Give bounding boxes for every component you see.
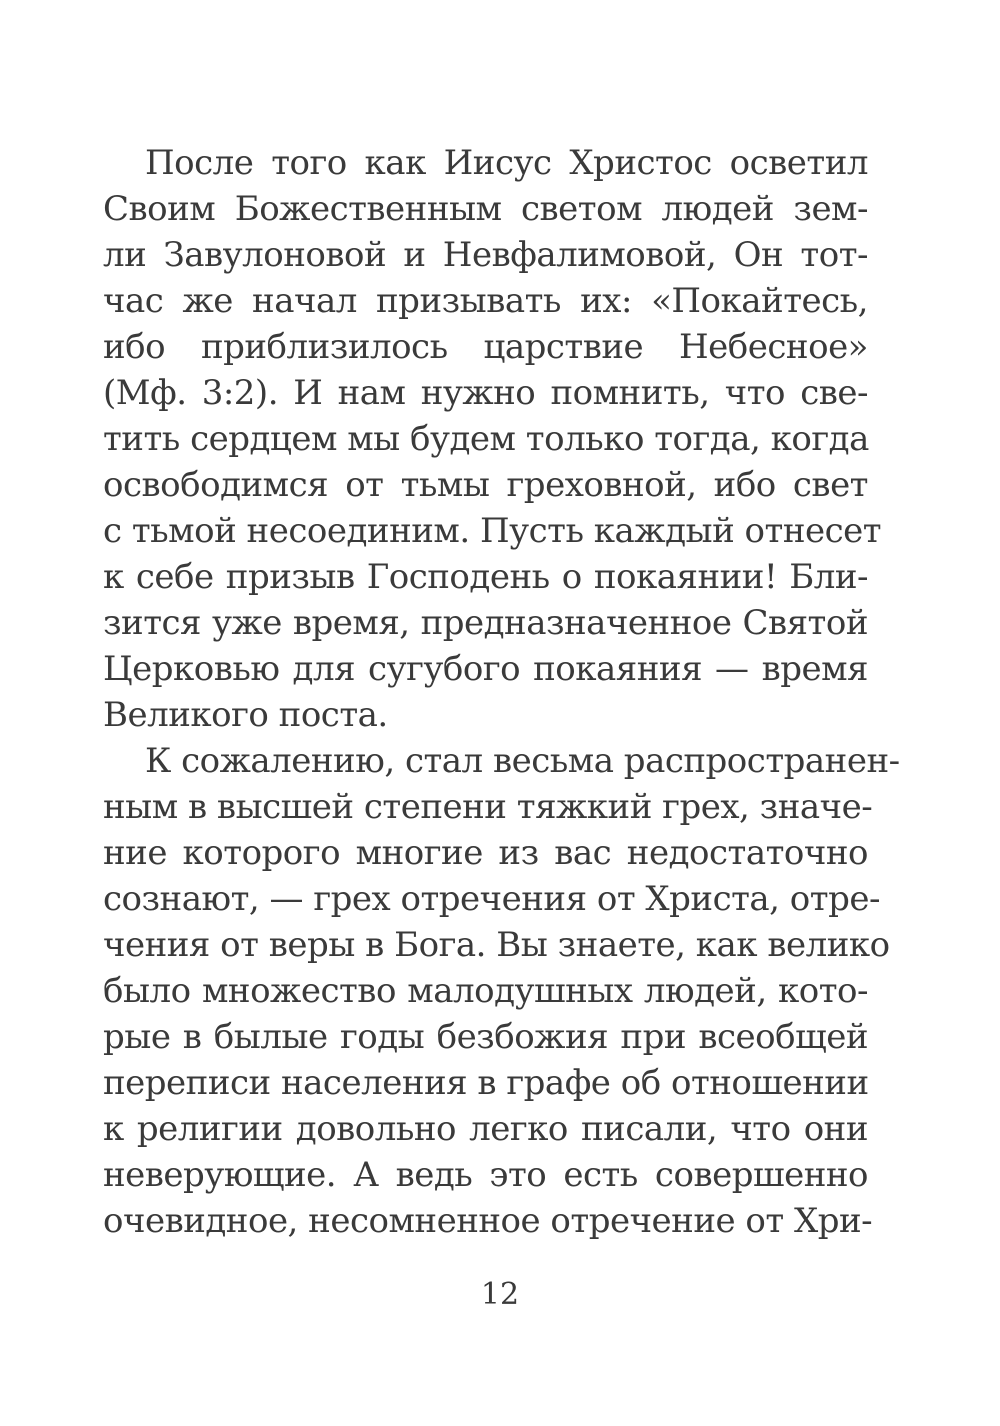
paragraph-2-line: очевидное, несомненное отречение от Хри- xyxy=(103,1201,873,1241)
paragraph-2-line: было множество малодушных людей, кото- xyxy=(103,971,868,1011)
paragraph-1-line: ли Завулоновой и Невфалимовой, Он тот- xyxy=(103,235,868,275)
paragraph-2-line: ным в высшей степени тяжкий грех, значе- xyxy=(103,787,873,827)
paragraph-2-line: К сожалению, стал весьма распространен- xyxy=(145,741,900,781)
paragraph-1-line: Своим Божественным светом людей зем- xyxy=(103,189,868,229)
paragraph-1-line: зится уже время, предназначенное Святой xyxy=(103,603,868,643)
paragraph-1-line: После того как Иисус Христос осветил xyxy=(145,143,868,183)
paragraph-2-line: сознают, — грех отречения от Христа, отре- xyxy=(103,879,880,919)
paragraph-2-line: неверующие. А ведь это есть совершенно xyxy=(103,1155,868,1195)
paragraph-2-line: ние которого многие из вас недостаточно xyxy=(103,833,868,873)
paragraph-1-line: освободимся от тьмы греховной, ибо свет xyxy=(103,465,868,505)
paragraph-2-line: чения от веры в Бога. Вы знаете, как велико xyxy=(103,925,890,965)
paragraph-2-line: переписи населения в графе об отношении xyxy=(103,1063,869,1103)
page-number: 12 xyxy=(480,1277,520,1312)
paragraph-1-line: с тьмой несоединим. Пусть каждый отнесет xyxy=(103,511,882,551)
paragraph-1-line: тить сердцем мы будем только тогда, когда xyxy=(103,419,869,459)
paragraph-1-line: час же начал призывать их: «Покайтесь, xyxy=(103,281,868,321)
paragraph-1-line: Великого поста. xyxy=(103,695,388,735)
paragraph-1-line: Церковью для сугубого покаяния — время xyxy=(103,649,868,689)
paragraph-1-line: к себе призыв Господень о покаянии! Бли- xyxy=(103,557,868,597)
paragraph-1-line: (Мф. 3:2). И нам нужно помнить, что све- xyxy=(103,373,868,413)
paragraph-2-line: к религии довольно легко писали, что они xyxy=(103,1109,868,1149)
paragraph-1-line: ибо приблизилось царствие Небесное» xyxy=(103,327,868,367)
paragraph-2-line: рые в былые годы безбожия при всеобщей xyxy=(103,1017,868,1057)
